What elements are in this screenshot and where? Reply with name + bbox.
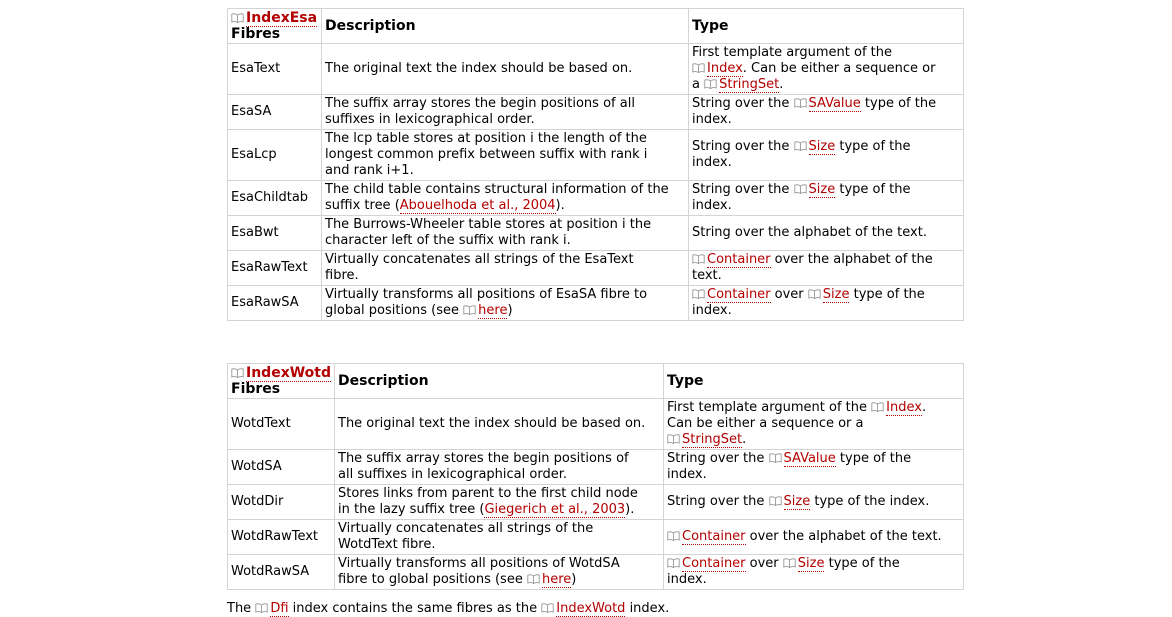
fibre-name: EsaSA [228, 95, 322, 130]
fibre-description: Virtually transforms all positions of EsaSA fibre to global positions (see here) [322, 286, 689, 321]
fibres-label: Fibres [231, 381, 281, 397]
fibre-description: The suffix array stores the begin positions of all suffixes in lexicographical order. [322, 95, 689, 130]
container-link[interactable]: Container [707, 252, 771, 267]
book-icon [667, 434, 680, 444]
description-header: Description [322, 9, 689, 44]
fibre-name: EsaRawText [228, 251, 322, 286]
fibre-type: First template argument of the Index. Can be either a sequence or a StringSet. [664, 399, 964, 450]
fibre-name: EsaBwt [228, 216, 322, 251]
fibre-description: The child table contains structural information of the suffix tree (Abouelhoda et al., 2004). [322, 181, 689, 216]
fibres-header [228, 364, 335, 399]
table-row [228, 251, 964, 286]
book-icon [541, 603, 554, 613]
here-link[interactable]: here [478, 303, 508, 318]
book-icon [769, 496, 782, 506]
index-wotd-fibres-table [227, 363, 964, 590]
table-row [228, 44, 964, 95]
citation-link[interactable]: Abouelhoda et al., 2004 [399, 198, 556, 213]
fibres-header [228, 9, 322, 44]
fibre-type: Container over the alphabet of the text. [664, 520, 964, 555]
fibre-name: EsaChildtab [228, 181, 322, 216]
type-header: Type [689, 9, 964, 44]
fibre-description: The Burrows-Wheeler table stores at position i the character left of the suffix with rank i. [322, 216, 689, 251]
index-wotd-link[interactable]: IndexWotd [556, 601, 626, 616]
description-header: Description [335, 364, 664, 399]
index-wotd-link[interactable]: IndexWotd [246, 365, 331, 381]
here-link[interactable]: here [541, 572, 572, 587]
table-row [228, 450, 964, 485]
fibre-description: The original text the index should be based on. [335, 399, 664, 450]
stringset-link[interactable]: StringSet [719, 77, 780, 92]
fibre-description: Virtually concatenates all strings of the WotdText fibre. [335, 520, 664, 555]
fibre-type: First template argument of the Index. Can be either a sequence or a StringSet. [689, 44, 964, 95]
book-icon [231, 368, 244, 378]
table-row [228, 485, 964, 520]
fibre-description: Virtually transforms all positions of WotdSA fibre to global positions (see here) [335, 555, 664, 590]
savalue-link[interactable]: SAValue [783, 451, 836, 466]
index-link[interactable]: Index [886, 400, 922, 415]
table-row [228, 95, 964, 130]
fibre-description: The suffix array stores the begin positions of all suffixes in lexicographical order. [335, 450, 664, 485]
table-row [228, 181, 964, 216]
savalue-link[interactable]: SAValue [808, 96, 861, 111]
table-row [228, 286, 964, 321]
book-icon [463, 305, 476, 315]
fibre-description: Stores links from parent to the first child node in the lazy suffix tree (Giegerich et al., 2003). [335, 485, 664, 520]
fibre-name: EsaText [228, 44, 322, 95]
fibre-type: String over the Size type of the index. [689, 130, 964, 181]
fibre-type: String over the Size type of the index. [664, 485, 964, 520]
book-icon [692, 63, 705, 73]
book-icon [667, 531, 680, 541]
book-icon [527, 574, 540, 584]
book-icon [769, 453, 782, 463]
size-link[interactable]: Size [808, 139, 836, 154]
fibre-type: String over the alphabet of the text. [689, 216, 964, 251]
index-esa-fibres-table [227, 8, 964, 321]
fibre-description: Virtually concatenates all strings of the EsaText fibre. [322, 251, 689, 286]
fibre-description: The original text the index should be based on. [322, 44, 689, 95]
fibre-description: The lcp table stores at position i the length of the longest common prefix between suffix with rank i and rank i+1. [322, 130, 689, 181]
citation-link[interactable]: Giegerich et al., 2003 [484, 502, 626, 517]
fibres-label: Fibres [231, 26, 281, 42]
fibre-type: Container over Size type of the index. [664, 555, 964, 590]
fibre-name: WotdSA [228, 450, 335, 485]
book-icon [231, 13, 244, 23]
table-row [228, 130, 964, 181]
fibre-name: WotdRawSA [228, 555, 335, 590]
index-esa-link[interactable]: IndexEsa [246, 10, 318, 26]
table-row [228, 216, 964, 251]
book-icon [667, 558, 680, 568]
container-link[interactable]: Container [707, 287, 771, 302]
table-row [228, 555, 964, 590]
book-icon [794, 98, 807, 108]
fibre-name: EsaRawSA [228, 286, 322, 321]
fibre-name: EsaLcp [228, 130, 322, 181]
book-icon [692, 289, 705, 299]
fibre-name: WotdText [228, 399, 335, 450]
book-icon [255, 603, 268, 613]
book-icon [871, 402, 884, 412]
dfi-note: The Dfi index contains the same fibres as the IndexWotd index. [227, 601, 670, 616]
dfi-link[interactable]: Dfi [270, 601, 289, 616]
index-link[interactable]: Index [707, 61, 743, 76]
fibre-type: Container over Size type of the index. [689, 286, 964, 321]
stringset-link[interactable]: StringSet [682, 432, 743, 447]
size-link[interactable]: Size [783, 494, 811, 509]
book-icon [808, 289, 821, 299]
table-header-row [228, 364, 964, 399]
fibre-type: Container over the alphabet of the text. [689, 251, 964, 286]
fibre-type: String over the SAValue type of the index. [689, 95, 964, 130]
book-icon [783, 558, 796, 568]
fibre-name: WotdDir [228, 485, 335, 520]
book-icon [794, 141, 807, 151]
type-header: Type [664, 364, 964, 399]
table-row [228, 520, 964, 555]
book-icon [704, 79, 717, 89]
book-icon [794, 184, 807, 194]
table-row [228, 399, 964, 450]
size-link[interactable]: Size [797, 556, 825, 571]
fibre-type: String over the Size type of the index. [689, 181, 964, 216]
size-link[interactable]: Size [822, 287, 850, 302]
fibre-type: String over the SAValue type of the index. [664, 450, 964, 485]
fibre-name: WotdRawText [228, 520, 335, 555]
book-icon [692, 254, 705, 264]
container-link[interactable]: Container [682, 556, 746, 571]
table-header-row [228, 9, 964, 44]
size-link[interactable]: Size [808, 182, 836, 197]
container-link[interactable]: Container [682, 529, 746, 544]
